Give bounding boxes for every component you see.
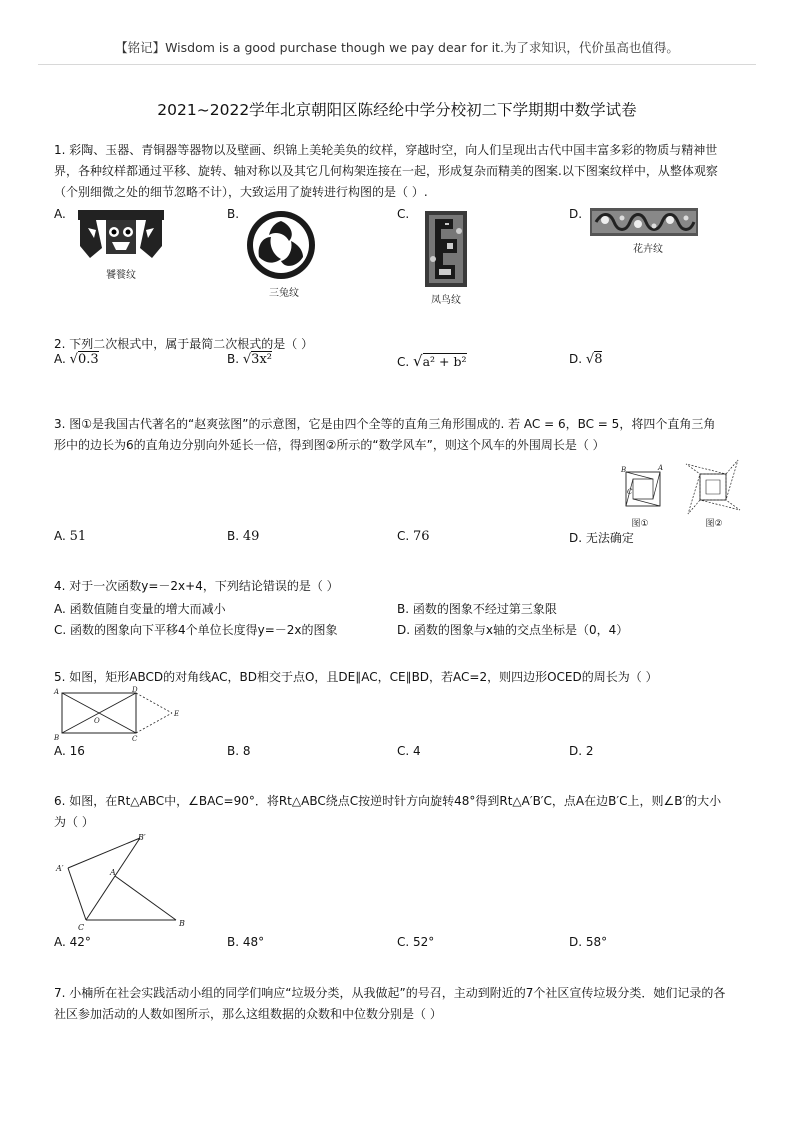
q6-label-c: C: [78, 923, 85, 932]
question-6-stem: [54, 791, 754, 833]
q2-option-d-radical: √8: [585, 352, 603, 367]
q3-fig1-label-a: A: [658, 464, 664, 472]
q3-option-b: [227, 529, 259, 544]
q2-option-b-radicand: 3x²: [251, 352, 272, 367]
three-rabbits-pattern-image: [245, 209, 317, 281]
taotie-pattern-image: [76, 208, 166, 262]
question-7-line-1: 7. 小楠所在社会实践活动小组的同学们响应“垃圾分类，从我做起”的号召，主动到附近的7个社区宣传垃圾分类．她们记录的各: [54, 986, 726, 1000]
q3-option-b-value: 49: [242, 529, 260, 544]
q3-option-c-value: 76: [413, 529, 430, 544]
q5-label-a: A: [54, 688, 60, 696]
question-6-line-1: 6. 如图，在Rt△ABC中，∠BAC=90°．将Rt△ABC绕点C按逆时针方向旋转48°得到Rt△A′B′C，点A在边B′C上，则∠B′的大小: [54, 794, 722, 808]
question-3-line-1: 3. 图①是我国古代著名的“赵爽弦图”的示意图，它是由四个全等的直角三角形围成的. 若 AC = 6，BC = 5，将四个直角三角: [54, 417, 716, 431]
q6-label-a: A: [110, 868, 116, 877]
question-7-stem: [54, 983, 754, 1025]
q5-option-d: D. 2: [569, 744, 594, 758]
q2-option-c-radicand: a² + b²: [422, 354, 467, 369]
q3-option-a: [54, 529, 86, 544]
question-7-line-2: 社区参加活动的人数如图所示，那么这组数据的众数和中位数分别是（ ）: [54, 1007, 442, 1021]
q2-option-b: [227, 352, 272, 367]
q3-fig1-label: 图①: [631, 519, 649, 529]
q5-label-e: E: [174, 710, 180, 718]
q3-option-a-value: 51: [69, 529, 87, 544]
question-1-line-2: 界，各种纹样都通过平移、旋转、轴对称以及其它几何构架连接在一起，形成复杂而精美的图案.以下图案纹样中，从整体观察: [54, 164, 718, 178]
rotated-triangle-figure: [54, 830, 194, 934]
page-motto: 【铭记】Wisdom is a good purchase though we pay dear for it.为了求知识，代价虽高也值得。: [115, 40, 679, 55]
q6-label-b-prime: B′: [138, 833, 146, 842]
q1-option-a-letter: A.: [54, 207, 66, 221]
header-divider: [38, 64, 756, 65]
q3-option-b-letter: B.: [227, 529, 240, 543]
q2-option-a-radical: √0.3: [69, 352, 99, 367]
q3-option-c-letter: C.: [397, 529, 410, 543]
q2-option-a: [54, 352, 99, 367]
q5-label-b: B: [54, 734, 60, 742]
question-5-stem: 5. 如图，矩形ABCD的对角线AC，BD相交于点O，且DE∥AC，CE∥BD，若AC=2，则四边形OCED的周长为（ ）: [54, 670, 658, 684]
q6-label-b: B: [179, 919, 185, 928]
q3-option-d: [569, 529, 634, 546]
q3-option-c: [397, 529, 430, 544]
q4-option-d: D. 函数的图象与x轴的交点坐标是（0，4）: [397, 623, 629, 637]
q6-option-a: A. 42°: [54, 935, 91, 949]
q6-option-c: C. 52°: [397, 935, 435, 949]
q5-label-d: D: [132, 686, 138, 694]
q3-option-d-value: 无法确定: [585, 531, 634, 545]
q3-fig1-label-b: B: [621, 466, 627, 474]
q4-option-c: C. 函数的图象向下平移4个单位长度得y=－2x的图象: [54, 623, 338, 637]
flower-pattern-image: [590, 208, 698, 236]
q6-label-a-prime: A′: [56, 864, 64, 873]
q1-option-d-letter: D.: [569, 207, 583, 221]
q6-option-d: D. 58°: [569, 935, 608, 949]
question-6-line-2: 为（ ）: [54, 815, 94, 829]
q2-option-d: [569, 352, 602, 367]
q5-option-a: A. 16: [54, 744, 85, 758]
q1-option-a-caption: 饕餮纹: [106, 270, 136, 281]
q2-option-c-radical: √a² + b²: [413, 352, 467, 370]
question-2-stem: 2. 下列二次根式中，属于最简二次根式的是（ ）: [54, 337, 314, 351]
q4-option-a: A. 函数值随自变量的增大而减小: [54, 602, 226, 616]
q6-option-b: B. 48°: [227, 935, 265, 949]
q1-option-b-caption: 三兔纹: [269, 288, 299, 299]
q5-option-b: B. 8: [227, 744, 251, 758]
q1-option-c-letter: C.: [397, 207, 410, 221]
question-3-stem: [54, 414, 754, 456]
question-1-line-3: （个别细微之处的细节忽略不计），大致运用了旋转进行构图的是（ ）.: [54, 185, 428, 199]
q2-option-d-letter: D.: [569, 352, 583, 366]
q2-option-d-radicand: 8: [594, 352, 603, 367]
q3-option-a-letter: A.: [54, 529, 66, 543]
question-1-line-1: 1. 彩陶、玉器、青铜器等器物以及壁画、织锦上美轮美奂的纹样，穿越时空，向人们呈现出古代中国丰富多彩的物质与精神世: [54, 143, 718, 157]
q1-option-c-caption: 凤鸟纹: [431, 295, 461, 306]
q2-option-c: [397, 352, 467, 370]
q2-option-a-letter: A.: [54, 352, 66, 366]
q4-option-b: B. 函数的图象不经过第三象限: [397, 602, 557, 616]
q5-label-c: C: [132, 735, 138, 742]
math-windmill-figure-2: [682, 456, 744, 518]
q1-option-d-caption: 花卉纹: [633, 244, 663, 255]
q3-fig2-label: 图②: [705, 519, 723, 529]
rectangle-abcd-figure: [52, 686, 182, 742]
q2-option-a-radicand: 0.3: [77, 352, 99, 367]
zhaoshuang-figure-1: [618, 464, 666, 520]
q3-fig1-label-c: C: [627, 488, 633, 496]
question-3-line-2: 形中的边长为6的直角边分别向外延长一倍，得到图②所示的“数学风车”，则这个风车的外围周长是（ ）: [54, 438, 605, 452]
phoenix-pattern-image: [423, 209, 469, 289]
q3-option-d-letter: D.: [569, 531, 583, 545]
question-4-stem: 4. 对于一次函数y=－2x+4，下列结论错误的是（ ）: [54, 579, 339, 593]
q5-option-c: C. 4: [397, 744, 421, 758]
q5-label-o: O: [94, 717, 100, 725]
q2-option-b-letter: B.: [227, 352, 240, 366]
question-1-stem: [54, 140, 754, 203]
q1-option-b-letter: B.: [227, 207, 240, 221]
q2-option-c-letter: C.: [397, 355, 410, 369]
exam-title: 2021~2022学年北京朝阳区陈经纶中学分校初二下学期期中数学试卷: [157, 101, 637, 119]
q2-option-b-radical: √3x²: [242, 352, 272, 367]
